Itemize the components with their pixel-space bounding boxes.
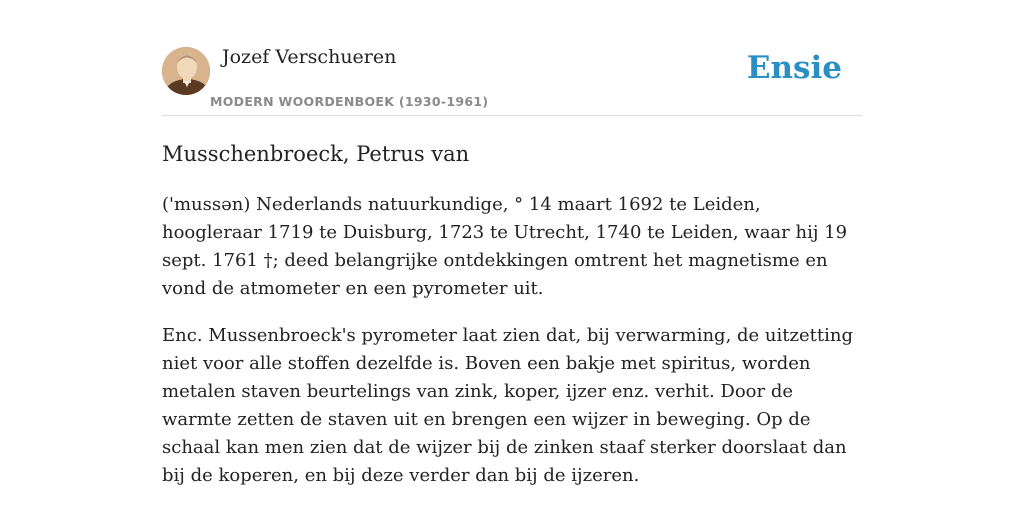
- entry-paragraph-2: Enc. Mussenbroeck's pyrometer laat zien dat, bij verwarming, de uitzetting niet voor alle stoffen dezelfde is. Boven een bakje met spiritus, worden metalen staven beurtelings van zink, koper, ijzer enz. verhit. Door de warmte zetten de staven uit en brengen een wijzer in beweging. Op de schaal kan men zien dat de wijzer bij de zinken staaf sterker doorslaat dan bij de koperen, en bij deze verder dan bij de ijzeren.: [162, 325, 853, 486]
- brand-logo[interactable]: Ensie: [746, 50, 842, 86]
- source-label[interactable]: MODERN WOORDENBOEK (1930-1961): [210, 94, 489, 109]
- author-portrait-icon: [162, 47, 210, 95]
- author-avatar[interactable]: [162, 47, 210, 95]
- entry-card: [162, 40, 862, 490]
- entry-title: Musschenbroeck, Petrus van: [162, 142, 470, 166]
- author-name[interactable]: Jozef Verschueren: [222, 46, 397, 68]
- entry-paragraph-1: ('mussən) Nederlands natuurkundige, ° 14 maart 1692 te Leiden, hoogleraar 1719 te Duisburg, 1723 te Utrecht, 1740 te Leiden, waar hij 19 sept. 1761 †; deed belangrijke ontdekkingen omtrent het magnetisme en vond de atmometer en een pyrometer uit.: [162, 194, 848, 299]
- entry-header: [162, 40, 862, 116]
